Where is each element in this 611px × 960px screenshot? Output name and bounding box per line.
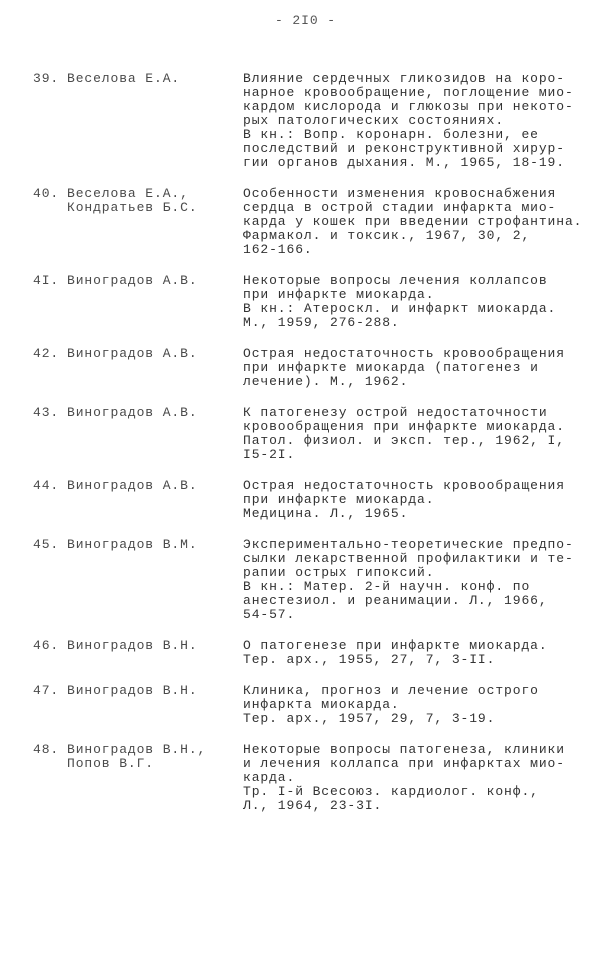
bibliography-entry xyxy=(33,347,593,389)
entry-authors xyxy=(67,743,243,813)
bibliography-entry xyxy=(33,479,593,521)
citation-line: последствий и реконструктивной хирур- xyxy=(243,141,565,156)
entry-authors xyxy=(67,274,243,330)
citation-line: при инфаркте миокарда. xyxy=(243,287,435,302)
bibliography-entry xyxy=(33,538,593,622)
citation-line: М., 1959, 276-288. xyxy=(243,315,400,330)
citation-line: карда. xyxy=(243,770,296,785)
citation-line: Л., 1964, 23-3I. xyxy=(243,798,383,813)
entry-number: 4I. xyxy=(33,273,60,288)
citation-line: сердца в острой стадии инфаркта мио- xyxy=(243,200,557,215)
bibliography-entry xyxy=(33,406,593,462)
citation-line: кровообращения при инфаркте миокарда. xyxy=(243,419,565,434)
citation-line: Клиника, прогноз и лечение острого xyxy=(243,683,539,698)
author-name: Веселова Е.А. xyxy=(67,71,181,86)
citation-line: 54-57. xyxy=(243,607,296,622)
citation-line: сылки лекарственной профилактики и те- xyxy=(243,551,574,566)
citation-line: Тер. арх., 1957, 29, 7, 3-19. xyxy=(243,711,496,726)
entry-citation xyxy=(243,274,583,330)
entry-authors xyxy=(67,479,243,521)
entry-number: 40. xyxy=(33,186,60,201)
page-number: - 2I0 - xyxy=(275,13,336,28)
author-name: Виноградов А.В. xyxy=(67,346,198,361)
entry-citation xyxy=(243,72,583,170)
citation-line: Тер. арх., 1955, 27, 7, 3-II. xyxy=(243,652,496,667)
citation-line: К патогенезу острой недостаточности xyxy=(243,405,548,420)
citation-line: Патол. физиол. и эксп. тер., 1962, I, xyxy=(243,433,565,448)
entry-authors xyxy=(67,72,243,170)
citation-line: Некоторые вопросы патогенеза, клиники xyxy=(243,742,565,757)
entry-number: 39. xyxy=(33,71,60,86)
citation-line: лечение). М., 1962. xyxy=(243,374,409,389)
bibliography-entry xyxy=(33,743,593,813)
citation-line: 162-166. xyxy=(243,242,313,257)
bibliography-entry xyxy=(33,72,593,170)
author-name: Виноградов В.Н., xyxy=(67,742,207,757)
citation-line: В кн.: Атероскл. и инфаркт миокарда. xyxy=(243,301,557,316)
entry-number: 42. xyxy=(33,346,60,361)
author-name: Веселова Е.А., xyxy=(67,186,189,201)
entry-citation xyxy=(243,479,583,521)
entry-citation xyxy=(243,347,583,389)
entry-number: 46. xyxy=(33,638,60,653)
bibliography-entry xyxy=(33,187,593,257)
citation-line: О патогенезе при инфаркте миокарда. xyxy=(243,638,548,653)
author-name: Виноградов А.В. xyxy=(67,478,198,493)
entry-number: 47. xyxy=(33,683,60,698)
citation-line: В кн.: Матер. 2-й научн. конф. по xyxy=(243,579,531,594)
author-name: Виноградов В.М. xyxy=(67,537,198,552)
citation-line: нарное кровообращение, поглощение мио- xyxy=(243,85,574,100)
author-name: Виноградов А.В. xyxy=(67,273,198,288)
citation-line: анестезиол. и реанимации. Л., 1966, xyxy=(243,593,548,608)
citation-line: карда у кошек при введении строфантина. xyxy=(243,214,583,229)
citation-line: Некоторые вопросы лечения коллапсов xyxy=(243,273,548,288)
citation-line: В кн.: Вопр. коронарн. болезни, ее xyxy=(243,127,539,142)
citation-line: и лечения коллапса при инфарктах мио- xyxy=(243,756,565,771)
citation-line: при инфаркте миокарда. xyxy=(243,492,435,507)
citation-line: Медицина. Л., 1965. xyxy=(243,506,409,521)
citation-line: гии органов дыхания. М., 1965, 18-19. xyxy=(243,155,565,170)
citation-line: рых патологических состояниях. xyxy=(243,113,505,128)
citation-line: Экспериментально-теоретические предпо- xyxy=(243,537,574,552)
citation-line: Фармакол. и токсик., 1967, 30, 2, xyxy=(243,228,531,243)
author-name: Виноградов В.Н. xyxy=(67,638,198,653)
author-name: Кондратьев Б.С. xyxy=(67,200,198,215)
entry-citation xyxy=(243,743,583,813)
bibliography-entry xyxy=(33,274,593,330)
entry-number: 44. xyxy=(33,478,60,493)
citation-line: кардом кислорода и глюкозы при некото- xyxy=(243,99,574,114)
entry-number: 48. xyxy=(33,742,60,757)
entry-citation xyxy=(243,684,583,726)
entry-authors xyxy=(67,187,243,257)
citation-line: Острая недостаточность кровообращения xyxy=(243,346,565,361)
citation-line: Острая недостаточность кровообращения xyxy=(243,478,565,493)
author-name: Попов В.Г. xyxy=(67,756,155,771)
entry-authors xyxy=(67,639,243,667)
entry-citation xyxy=(243,187,583,257)
bibliography-entry xyxy=(33,684,593,726)
entry-citation xyxy=(243,639,583,667)
citation-line: Влияние сердечных гликозидов на коро- xyxy=(243,71,565,86)
entry-citation xyxy=(243,538,583,622)
entry-number: 43. xyxy=(33,405,60,420)
entry-authors xyxy=(67,406,243,462)
entry-number: 45. xyxy=(33,537,60,552)
citation-line: I5-2I. xyxy=(243,447,296,462)
citation-line: рапии острых гипоксий. xyxy=(243,565,435,580)
author-name: Виноградов А.В. xyxy=(67,405,198,420)
citation-line: инфаркта миокарда. xyxy=(243,697,400,712)
author-name: Виноградов В.Н. xyxy=(67,683,198,698)
entry-authors xyxy=(67,347,243,389)
entry-authors xyxy=(67,684,243,726)
bibliography-entry xyxy=(33,639,593,667)
citation-line: при инфаркте миокарда (патогенез и xyxy=(243,360,539,375)
citation-line: Особенности изменения кровоснабжения xyxy=(243,186,557,201)
entry-authors xyxy=(67,538,243,622)
bibliography-list xyxy=(33,72,593,830)
citation-line: Тр. I-й Всесоюз. кардиолог. конф., xyxy=(243,784,539,799)
entry-citation xyxy=(243,406,583,462)
